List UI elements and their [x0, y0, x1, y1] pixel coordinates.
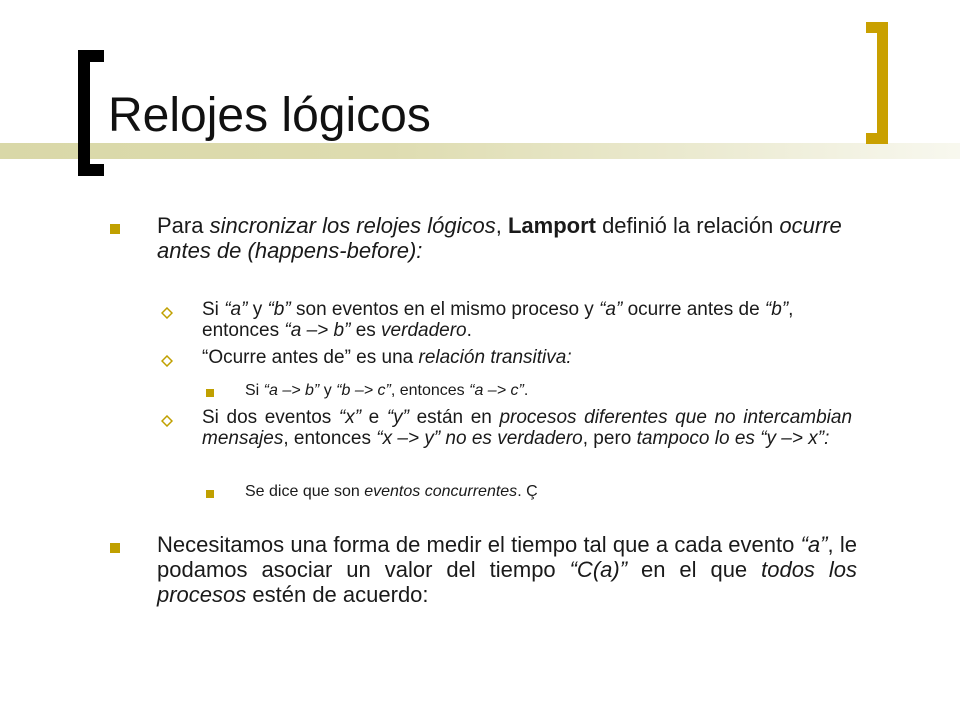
subbullet-same-process: Si “a” y “b” son eventos en el mismo proceso y “a” ocurre antes de “b”, entonces “a –> b” es verdadero.	[202, 299, 794, 341]
left-bracket-decoration	[78, 50, 104, 176]
subsubbullet-concurrent-events: Se dice que son eventos concurrentes. Ç	[245, 483, 538, 500]
bullet-square-icon	[206, 389, 214, 397]
bullet-square-icon	[110, 543, 120, 553]
subbullet-transitive: “Ocurre antes de” es una relación transitiva:	[202, 347, 572, 368]
bullet-square-icon	[110, 224, 120, 234]
bullet-square-icon	[206, 490, 214, 498]
bullet-happens-before: Para sincronizar los relojes lógicos, Lamport definió la relación ocurre antes de (happens-before):	[157, 213, 842, 263]
slide-title: Relojes lógicos	[108, 89, 431, 142]
bullet-diamond-icon	[161, 415, 171, 425]
subbullet-different-processes: Si dos eventos “x” e “y” están en procesos diferentes que no intercambian mensajes, entonces “x –> y” no es verdadero, pero tampoco lo es “y –> x”:	[202, 407, 853, 449]
subsubbullet-transitive-example: Si “a –> b” y “b –> c”, entonces “a –> c”.	[245, 382, 529, 399]
bullet-diamond-icon	[161, 355, 171, 365]
bullet-measure-time: Necesitamos una forma de medir el tiempo tal que a cada evento “a”, le podamos asociar un valor del tiempo “C(a)” en el que todos los procesos estén de acuerdo:	[157, 532, 857, 607]
right-bracket-decoration	[866, 22, 888, 144]
bullet-diamond-icon	[161, 307, 171, 317]
